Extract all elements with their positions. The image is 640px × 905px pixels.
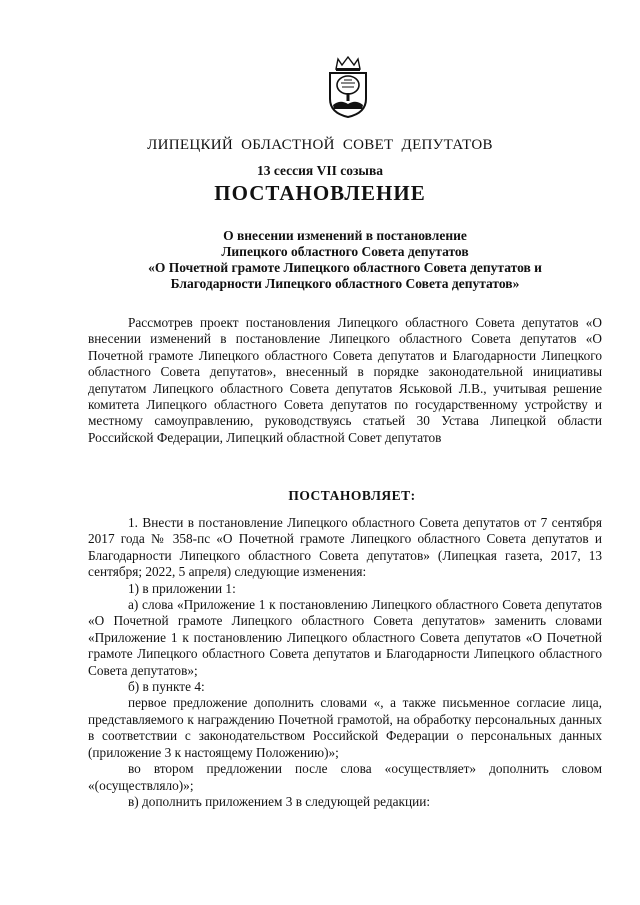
clauses-section [88,515,602,810]
session-label: 13 сессия VII созыва [256,163,383,178]
decree-heading: ПОСТАНОВЛЯЕТ: [288,488,416,503]
clause-1-1-c: в) дополнить приложением 3 в следующей редакции: [128,793,431,809]
coat-of-arms-icon [324,55,372,119]
document-type-heading: ПОСТАНОВЛЕНИЕ [214,181,426,205]
document-title [90,228,600,292]
clause-1-1-b-first: первое предложение дополнить словами «, а также письменное согласие лица, представляемого к награждению Почетной грамотой, на обработку персональных данных в соответствии с законодательством Российской Федерации о персональных данных (приложение 3 к настоящему Положению)»; [88,695,602,760]
title-line: «О Почетной грамоте Липецкого областного Совета депутатов и [148,260,542,275]
clause-1-1: 1) в приложении 1: [128,580,236,596]
preamble-paragraph: Рассмотрев проект постановления Липецкого областного Совета депутатов «О внесении изменений в постановление Липецкого областного Совета депутатов «О Почетной грамоте Липецкого областного Совета депутатов и Благодарности Липецкого областного Совета депутатов», внесенный в порядке законодательной инициативы депутатом Липецкого областного Совета депутатов Яськовой Л.В., учитывая решение комитета Липецкого областного Совета депутатов по государственному устройству и местному самоуправлению, руководствуясь статьей 30 Устава Липецкой области Российской Федерации, Липецкий областной Совет депутатов [88,315,602,445]
title-line: О внесении изменений в постановление [223,228,467,243]
preamble-section [88,315,602,446]
clause-1-1-a: а) слова «Приложение 1 к постановлению Липецкого областного Совета депутатов «О Почетной грамоте Липецкого областного Совета депутатов» заменить словами «Приложение 1 к постановлению Липецкого областного Совета депутатов «О Почетной грамоте Липецкого областного Совета депутатов и Благодарности Липецкого областного Совета депутатов»; [88,597,602,678]
clause-1: 1. Внести в постановление Липецкого областного Совета депутатов от 7 сентября 2017 года № 358-пс «О Почетной грамоте Липецкого областного Совета депутатов и Благодарности Липецкого областного Совета депутатов» (Липецкая газета, 2017, 13 сентября; 2022, 5 апреля) следующие изменения: [88,515,602,580]
title-line: Липецкого областного Совета депутатов [221,244,469,259]
council-name: ЛИПЕЦКИЙ ОБЛАСТНОЙ СОВЕТ ДЕПУТАТОВ [147,137,493,153]
clause-1-1-b-second: во втором предложении после слова «осуществляет» дополнить словом «(осуществляло)»; [88,761,602,793]
title-line: Благодарности Липецкого областного Совета депутатов» [170,276,520,291]
clause-1-1-b: б) в пункте 4: [128,679,205,695]
